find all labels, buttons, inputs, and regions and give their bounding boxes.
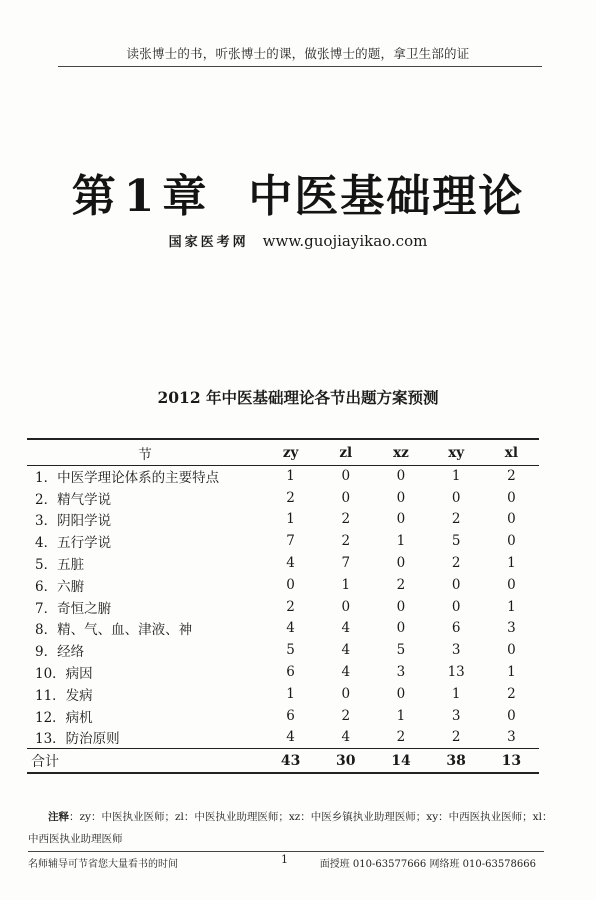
- count-cell: 3: [451, 642, 461, 659]
- count-cell: 1: [507, 664, 516, 681]
- table-header-row: [27, 439, 539, 465]
- table-title: 2012 年中医基础理论各节出题方案预测: [157, 388, 439, 407]
- count-cell: 2: [396, 729, 406, 746]
- section-name: 7．奇恒之腑: [35, 600, 112, 617]
- count-cell: 0: [451, 489, 461, 506]
- count-cell: 0: [286, 576, 295, 593]
- count-cell: 0: [507, 576, 516, 593]
- section-name: 2．精气学说: [35, 491, 112, 508]
- page-number: 1: [281, 853, 288, 866]
- footer-rule: [28, 851, 544, 852]
- count-cell: 1: [507, 598, 516, 615]
- count-cell: 1: [396, 707, 406, 724]
- count-cell: 0: [507, 533, 516, 550]
- table-row: [27, 509, 539, 531]
- count-cell: 2: [451, 555, 461, 572]
- count-cell: 1: [451, 468, 461, 485]
- section-name: 12．病机: [35, 709, 93, 726]
- count-cell: 2: [341, 511, 351, 528]
- count-cell: 2: [341, 533, 351, 550]
- section-name: 8．精、气、血、津液、神: [35, 622, 193, 639]
- total-cell: 14: [391, 752, 411, 769]
- count-cell: 4: [341, 664, 351, 681]
- count-cell: 4: [286, 620, 295, 637]
- count-cell: 2: [451, 511, 461, 528]
- header-slogan: 读张博士的书，听张博士的课，做张博士的题，拿卫生部的证: [126, 46, 470, 61]
- count-cell: 0: [396, 468, 406, 485]
- exam-plan-table: [27, 438, 539, 774]
- col-header-xz: xz: [393, 445, 409, 462]
- site-name: 国家医考网: [168, 235, 249, 250]
- count-cell: 1: [396, 533, 406, 550]
- count-cell: 3: [451, 707, 461, 724]
- count-cell: 0: [507, 489, 516, 506]
- count-cell: 6: [286, 664, 295, 681]
- section-name: 11．发病: [35, 687, 93, 704]
- footnote-text: ：zy：中医执业医师；zl：中医执业助理医师；xz：中医乡镇执业助理医师；xy：中西医执业医师；xl：中西医执业助理医师: [28, 811, 553, 845]
- table-row: [27, 574, 539, 596]
- count-cell: 0: [341, 468, 351, 485]
- table-row: [27, 618, 539, 640]
- count-cell: 1: [286, 468, 295, 485]
- section-name: 10．病因: [35, 666, 93, 683]
- count-cell: 0: [341, 598, 351, 615]
- total-cell: 38: [446, 752, 466, 769]
- table-row: [27, 727, 539, 749]
- table-row: [27, 487, 539, 509]
- count-cell: 2: [396, 576, 406, 593]
- count-cell: 0: [451, 598, 461, 615]
- count-cell: 13: [447, 664, 465, 681]
- count-cell: 7: [286, 533, 295, 550]
- count-cell: 0: [396, 598, 406, 615]
- chapter-title: [0, 160, 596, 224]
- section-name: 3．阴阳学说: [35, 513, 112, 530]
- total-cell: 30: [336, 752, 356, 769]
- count-cell: 4: [341, 642, 351, 659]
- count-cell: 3: [396, 664, 406, 681]
- total-cell: 13: [501, 752, 522, 769]
- total-cell: 43: [280, 752, 301, 769]
- section-name: 6．六腑: [35, 578, 85, 595]
- section-name: 1．中医学理论体系的主要特点: [35, 470, 220, 487]
- count-cell: 1: [286, 511, 295, 528]
- site-line: [0, 231, 596, 250]
- chapter-name: 中医基础理论: [248, 171, 525, 222]
- count-cell: 2: [507, 468, 516, 485]
- chapter-suffix: 章: [162, 171, 209, 222]
- count-cell: 1: [286, 685, 295, 702]
- col-header-xl: xl: [504, 445, 518, 462]
- header-rule: [58, 66, 542, 67]
- chapter-prefix: 第: [71, 171, 118, 222]
- footnote: [28, 806, 553, 850]
- count-cell: 1: [451, 685, 461, 702]
- count-cell: 3: [507, 729, 516, 746]
- col-header-xy: xy: [448, 445, 465, 462]
- count-cell: 0: [396, 685, 406, 702]
- count-cell: 0: [396, 489, 406, 506]
- count-cell: 4: [341, 729, 351, 746]
- table-row: [27, 530, 539, 552]
- section-name: 5．五脏: [35, 557, 85, 574]
- table-row: [27, 705, 539, 727]
- count-cell: 0: [507, 511, 516, 528]
- count-cell: 0: [341, 489, 351, 506]
- footer-contact: 面授班 010-63577666 网络班 010-63578666: [319, 859, 536, 870]
- count-cell: 4: [286, 729, 295, 746]
- count-cell: 7: [341, 555, 351, 572]
- col-header-zy: zy: [282, 445, 299, 462]
- count-cell: 2: [451, 729, 461, 746]
- footnote-label: 注释: [48, 811, 69, 823]
- count-cell: 0: [451, 576, 461, 593]
- count-cell: 6: [451, 620, 461, 637]
- table-row: [27, 465, 539, 487]
- section-name: 13．防治原则: [35, 731, 120, 748]
- total-label: 合计: [31, 753, 59, 770]
- count-cell: 2: [286, 489, 295, 506]
- table-row: [27, 552, 539, 574]
- count-cell: 6: [286, 707, 295, 724]
- count-cell: 0: [341, 685, 351, 702]
- count-cell: 3: [507, 620, 516, 637]
- table-row: [27, 661, 539, 683]
- count-cell: 1: [341, 576, 351, 593]
- count-cell: 5: [396, 642, 406, 659]
- site-url[interactable]: www.guojiayikao.com: [262, 232, 428, 250]
- total-row: [27, 748, 539, 773]
- section-name: 4．五行学说: [35, 535, 112, 552]
- count-cell: 0: [507, 642, 516, 659]
- count-cell: 2: [286, 598, 295, 615]
- table-row: [27, 639, 539, 661]
- table-row: [27, 683, 539, 705]
- section-name: 9．经络: [35, 644, 85, 661]
- chapter-number: 1: [123, 171, 157, 222]
- count-cell: 0: [396, 555, 406, 572]
- count-cell: 4: [286, 555, 295, 572]
- count-cell: 5: [286, 642, 295, 659]
- col-header-section: 节: [138, 447, 152, 464]
- count-cell: 2: [341, 707, 351, 724]
- count-cell: 0: [507, 707, 516, 724]
- count-cell: 5: [451, 533, 461, 550]
- table-row: [27, 596, 539, 618]
- count-cell: 0: [396, 511, 406, 528]
- count-cell: 0: [396, 620, 406, 637]
- footer-left-text: 名师辅导可节省您大量看书的时间: [28, 859, 178, 870]
- count-cell: 1: [507, 555, 516, 572]
- count-cell: 4: [341, 620, 351, 637]
- count-cell: 2: [507, 685, 516, 702]
- col-header-zl: zl: [339, 445, 353, 462]
